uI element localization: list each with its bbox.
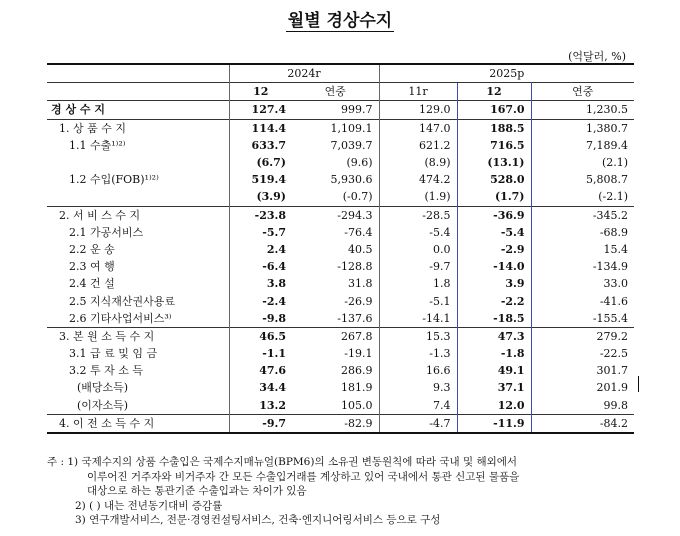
row-value: -14.0 (457, 258, 531, 275)
row-label: (이자소득) (77, 398, 129, 412)
row-label: 2.1 가공서비스 (69, 225, 144, 239)
row-label: 2. 서 비 스 수 지 (47, 206, 229, 224)
row-label: (배당소득) (77, 381, 129, 395)
row-value: -128.8 (337, 260, 373, 274)
row-value: 15.3 (379, 327, 457, 345)
row-value: -9.8 (229, 310, 292, 328)
row-label: 3. 본 원 소 득 수 지 (47, 327, 229, 345)
row-label: 2.2 운 송 (69, 242, 115, 256)
row-value: -26.9 (344, 294, 373, 308)
table-row (47, 327, 634, 345)
table-row (47, 362, 634, 379)
row-value: 33.0 (603, 277, 629, 291)
row-value: (1.7) (457, 188, 531, 206)
row-value: 267.8 (292, 327, 379, 345)
row-value: -28.5 (379, 206, 457, 224)
header-col: 연중 (292, 83, 379, 101)
row-value: 47.6 (229, 362, 292, 379)
row-value: 301.7 (596, 364, 629, 378)
header-year-2025: 2025p (379, 64, 634, 83)
row-value: 99.8 (603, 398, 629, 412)
row-label: 경 상 수 지 (47, 101, 229, 119)
header-col: 12 (457, 83, 531, 101)
header-col: 11r (379, 83, 457, 101)
row-value: (-2.1) (598, 190, 629, 204)
table-row (47, 414, 634, 433)
row-value: -6.4 (229, 258, 292, 275)
table-row (47, 137, 634, 154)
footnote-line: 주 : 1) 국제수지의 상품 수출입은 국제수지매뉴얼(BPM6)의 소유권 변동원칙에 따라 국내 및 해외에서 (47, 456, 518, 468)
row-value: 13.2 (229, 397, 292, 415)
row-label: 1.2 수입(FOB)¹⁾²⁾ (69, 173, 159, 187)
table-row (47, 206, 634, 224)
row-value: -41.6 (599, 294, 629, 308)
table-row (47, 397, 634, 415)
table-row (47, 275, 634, 292)
row-value: -14.1 (379, 310, 457, 328)
row-value: 40.5 (348, 242, 373, 256)
footnotes (47, 455, 657, 528)
table-row (47, 310, 634, 328)
header-year-2024: 2024r (229, 64, 379, 83)
row-value: 15.4 (603, 242, 629, 256)
row-value: -2.9 (457, 241, 531, 258)
row-value: 31.8 (348, 277, 373, 291)
row-label: 3.1 급 료 및 임 금 (69, 347, 158, 361)
row-value: 46.5 (229, 327, 292, 345)
table-row (47, 171, 634, 188)
table-row (47, 119, 634, 137)
row-value: 1,109.1 (292, 119, 379, 137)
row-value: 12.0 (457, 397, 531, 415)
row-value: 167.0 (457, 101, 531, 119)
row-label: 1.1 수출¹⁾²⁾ (69, 138, 126, 152)
table-row (47, 345, 634, 362)
row-value: 621.2 (379, 137, 457, 154)
row-value: 129.0 (379, 101, 457, 119)
row-label: 2.5 지식재산권사용료 (69, 294, 175, 308)
table-row (47, 101, 634, 119)
row-label (47, 188, 229, 206)
footnote-line: 2) ( ) 내는 전년동기대비 증감률 (75, 499, 223, 512)
row-value: -1.3 (379, 345, 457, 362)
row-value: -82.9 (292, 414, 379, 433)
row-value: (2.1) (601, 156, 629, 170)
row-label: 2.4 건 설 (69, 277, 115, 291)
row-value: (8.9) (379, 154, 457, 171)
row-value: 633.7 (229, 137, 292, 154)
row-value: 7.4 (379, 397, 457, 415)
row-value: 49.1 (457, 362, 531, 379)
row-value: -2.2 (457, 292, 531, 309)
row-value: -5.1 (379, 292, 457, 309)
row-value: (6.7) (229, 154, 292, 171)
row-value: -294.3 (292, 206, 379, 224)
table-row (47, 379, 634, 396)
row-value: -36.9 (457, 206, 531, 224)
table-row (47, 188, 634, 206)
row-value: -9.7 (379, 258, 457, 275)
row-value: -5.4 (457, 224, 531, 241)
row-value: 105.0 (341, 398, 373, 412)
row-value: 9.3 (379, 379, 457, 396)
row-value: -76.4 (344, 225, 373, 239)
row-value: 528.0 (457, 171, 531, 188)
row-value: -23.8 (229, 206, 292, 224)
row-value: 147.0 (379, 119, 457, 137)
row-value: -9.7 (229, 414, 292, 433)
row-value: 3.8 (229, 275, 292, 292)
row-value: -4.7 (379, 414, 457, 433)
row-value: 5,808.7 (586, 173, 629, 187)
row-value: 1,380.7 (531, 119, 634, 137)
row-value: -22.5 (599, 347, 629, 361)
footnote-line: 대상으로 하는 통관기준 수출입과는 차이가 있음 (87, 485, 307, 497)
row-value: (13.1) (457, 154, 531, 171)
row-label: 1. 상 품 수 지 (47, 119, 229, 137)
table-row (47, 241, 634, 258)
table-row (47, 258, 634, 275)
row-value: 34.4 (229, 379, 292, 396)
row-value: -84.2 (531, 414, 634, 433)
footnote-line: 3) 연구개발서비스, 전문·경영컨설팅서비스, 건축·엔지니어링서비스 등으로 구성 (75, 514, 441, 526)
row-value: -5.7 (229, 224, 292, 241)
row-value: (1.9) (379, 188, 457, 206)
row-value: -134.9 (592, 260, 629, 274)
row-value: 114.4 (229, 119, 292, 137)
row-value: -1.1 (229, 345, 292, 362)
row-value: 1,230.5 (531, 101, 634, 119)
row-value: 47.3 (457, 327, 531, 345)
row-value: -155.4 (592, 311, 629, 325)
current-account-table (47, 63, 634, 434)
row-value: -68.9 (599, 225, 629, 239)
header-col: 연중 (531, 83, 634, 101)
row-value: -2.4 (229, 292, 292, 309)
header-year-row (47, 64, 634, 83)
table-row (47, 154, 634, 171)
row-value: 2.4 (229, 241, 292, 258)
row-value: 519.4 (229, 171, 292, 188)
row-value: 188.5 (457, 119, 531, 137)
row-value: -11.9 (457, 414, 531, 433)
row-value: -137.6 (337, 311, 373, 325)
row-value: 279.2 (531, 327, 634, 345)
row-value: 286.9 (341, 364, 373, 378)
row-value: 127.4 (229, 101, 292, 119)
row-value: (9.6) (346, 156, 373, 170)
row-value: 7,039.7 (330, 138, 373, 152)
row-value: 716.5 (457, 137, 531, 154)
row-value: -18.5 (457, 310, 531, 328)
row-value: -345.2 (531, 206, 634, 224)
row-value: 181.9 (341, 381, 373, 395)
footnote-line: 이루어진 거주자와 비거주자 간 모든 수출입거래를 계상하고 있어 국내에서 통관 신고된 물품을 (87, 470, 520, 483)
row-value: 201.9 (596, 381, 629, 395)
row-value: (3.9) (229, 188, 292, 206)
row-value: -5.4 (379, 224, 457, 241)
row-value: -19.1 (344, 347, 373, 361)
page-title: 월별 경상수지 (287, 11, 393, 31)
unit-label: (억달러, %) (568, 50, 626, 63)
row-value: 0.0 (379, 241, 457, 258)
row-value: 7,189.4 (586, 138, 629, 152)
row-value: 3.9 (457, 275, 531, 292)
table-row (47, 224, 634, 241)
row-value: 5,930.6 (330, 173, 373, 187)
row-value: 474.2 (379, 171, 457, 188)
row-label (47, 154, 229, 171)
row-value: -1.8 (457, 345, 531, 362)
header-period-row (47, 83, 634, 101)
row-label: 2.6 기타사업서비스³⁾ (69, 311, 172, 325)
row-value: 1.8 (379, 275, 457, 292)
row-value: 16.6 (379, 362, 457, 379)
row-value: 999.7 (292, 101, 379, 119)
row-label: 4. 이 전 소 득 수 지 (47, 414, 229, 433)
text-cursor (638, 376, 639, 392)
row-label: 3.2 투 자 소 득 (69, 364, 143, 378)
header-col: 12 (229, 83, 292, 101)
row-label: 2.3 여 행 (69, 260, 115, 274)
table-row (47, 292, 634, 309)
row-value: 37.1 (457, 379, 531, 396)
row-value: (-0.7) (342, 190, 373, 204)
